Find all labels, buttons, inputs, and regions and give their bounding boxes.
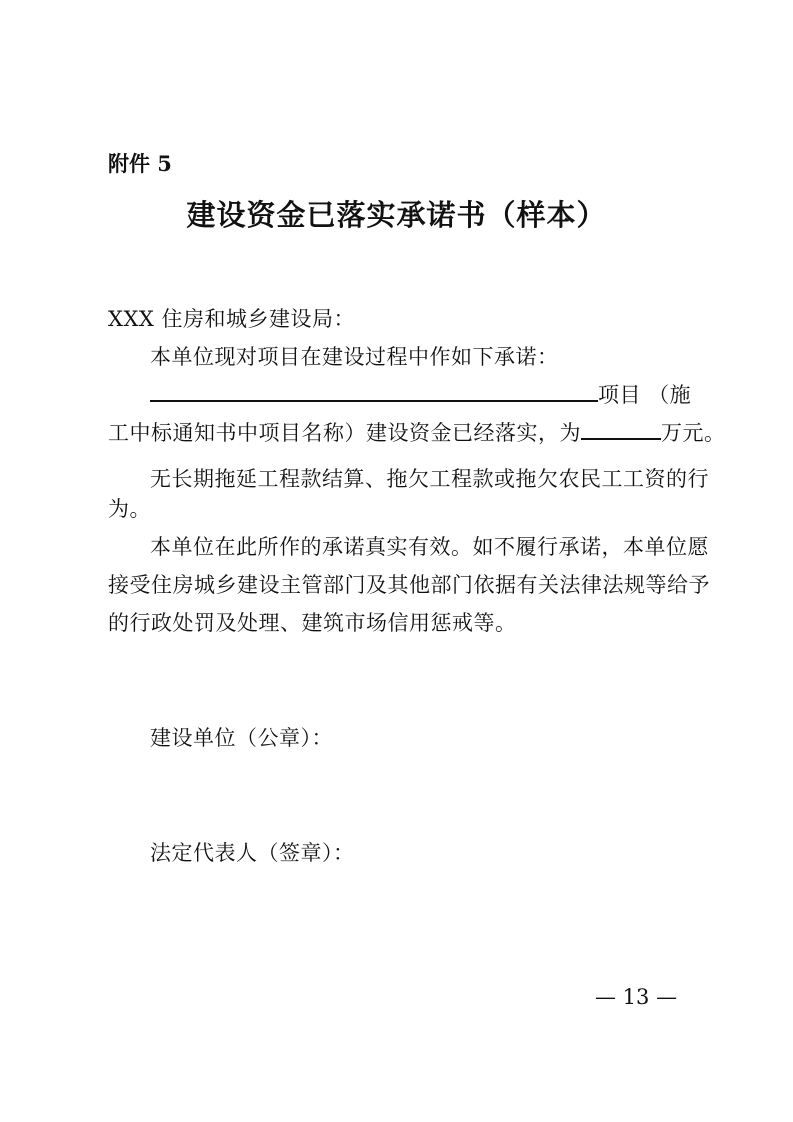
funds-line	[108, 417, 726, 447]
attachment-label: 附件 5	[108, 151, 172, 176]
page-number: — 13 —	[595, 985, 678, 1009]
intro-paragraph: 本单位现对项目在建设过程中作如下承诺：	[150, 345, 559, 369]
pledge-paragraph-line-3: 的行政处罚及处理、建筑市场信用惩戒等。	[108, 611, 517, 635]
wages-paragraph-line-1: 无长期拖延工程款结算、拖欠工程款或拖欠农民工工资的行	[150, 467, 709, 491]
company-seal-label: 建设单位（公章）：	[150, 726, 333, 750]
addressee-line: XXX 住房和城乡建设局：	[108, 307, 356, 331]
funds-amount-blank	[581, 418, 661, 440]
pledge-paragraph-line-2: 接受住房城乡建设主管部门及其他部门依据有关法律法规等给予	[108, 573, 710, 597]
project-line-suffix: 项目 （施	[598, 383, 692, 407]
funds-unit-text: 万元。	[661, 421, 726, 445]
legal-representative-label: 法定代表人（签章）：	[150, 841, 355, 865]
document-title: 建设资金已落实承诺书（样本）	[186, 198, 607, 232]
funds-line-text: 工中标通知书中项目名称）建设资金已经落实，为	[108, 421, 581, 445]
pledge-paragraph-line-1: 本单位在此所作的承诺真实有效。如不履行承诺，本单位愿	[150, 535, 709, 559]
wages-paragraph-line-2: 为。	[108, 497, 151, 521]
project-name-line	[150, 379, 691, 409]
project-name-blank	[150, 380, 598, 402]
